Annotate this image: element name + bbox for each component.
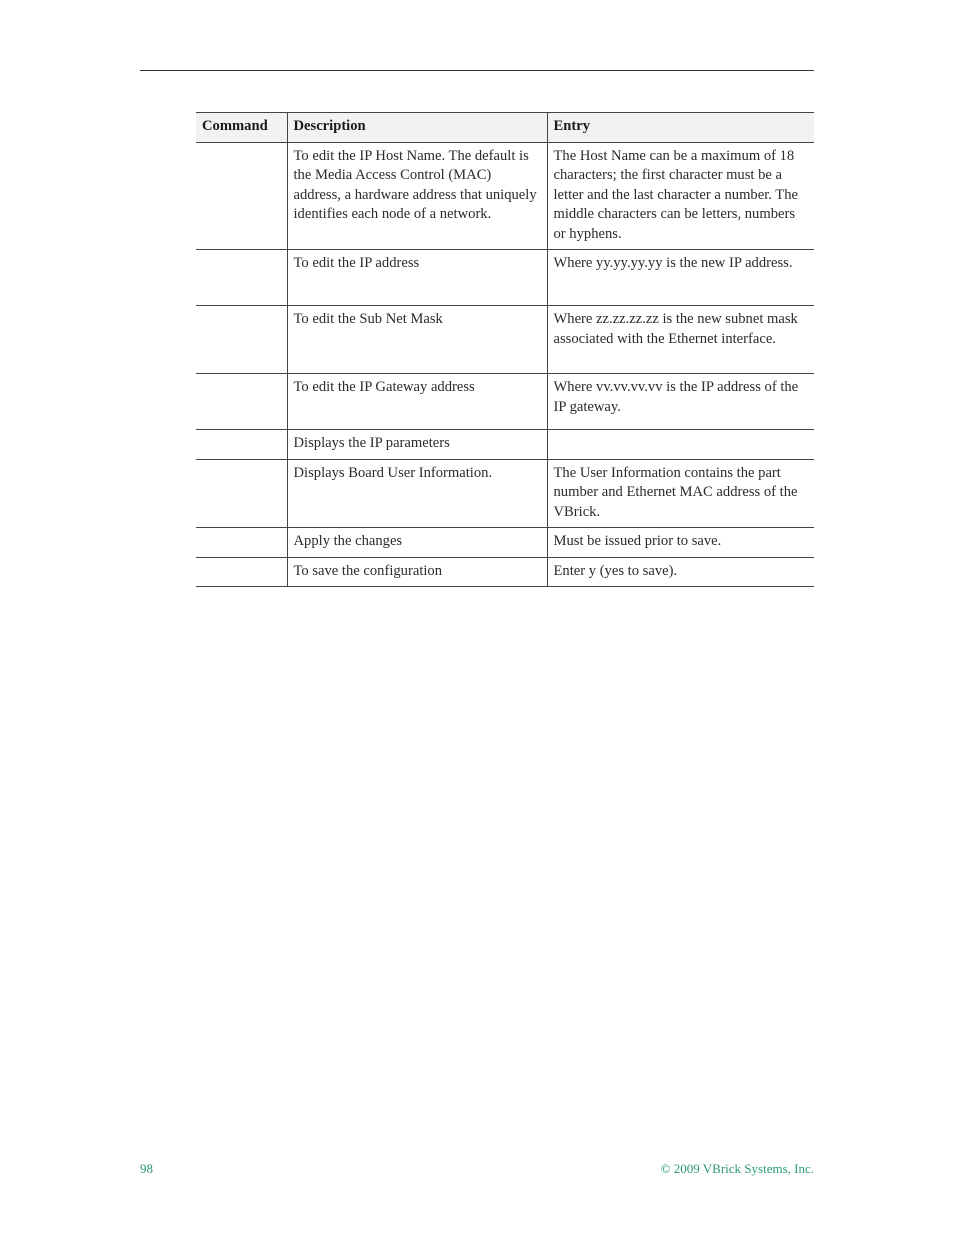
description-cell: To edit the IP Host Name. The default is the Media Access Control (MAC) address, a hardware address that uniquely identifies each node of a network. <box>287 142 547 250</box>
description-cell: To save the configuration <box>287 557 547 587</box>
entry-cell: The User Information contains the part number and Ethernet MAC address of the VBrick. <box>547 459 814 528</box>
table-header-row <box>196 113 814 143</box>
entry-cell: The Host Name can be a maximum of 18 characters; the first character must be a letter and the last character a number. The middle characters can be letters, numbers or hyphens. <box>547 142 814 250</box>
command-cell <box>196 142 287 250</box>
description-cell: Displays Board User Information. <box>287 459 547 528</box>
description-cell: Displays the IP parameters <box>287 430 547 460</box>
entry-cell: Where vv.vv.vv.vv is the IP address of the IP gateway. <box>547 374 814 430</box>
copyright-notice: © 2009 VBrick Systems, Inc. <box>660 1161 814 1176</box>
command-cell <box>196 250 287 306</box>
table-row <box>196 430 814 460</box>
description-cell: To edit the Sub Net Mask <box>287 306 547 374</box>
page-number: 98 <box>140 1161 153 1176</box>
column-header-command: Command <box>196 113 287 143</box>
entry-cell: Must be issued prior to save. <box>547 528 814 558</box>
entry-cell: Where yy.yy.yy.yy is the new IP address. <box>547 250 814 306</box>
description-cell: To edit the IP Gateway address <box>287 374 547 430</box>
table-row <box>196 528 814 558</box>
description-cell: Apply the changes <box>287 528 547 558</box>
command-cell <box>196 557 287 587</box>
table-row <box>196 250 814 306</box>
column-header-entry: Entry <box>547 113 814 143</box>
description-cell: To edit the IP address <box>287 250 547 306</box>
table-row <box>196 374 814 430</box>
table-row <box>196 459 814 528</box>
column-header-description: Description <box>287 113 547 143</box>
table-row <box>196 306 814 374</box>
command-cell <box>196 459 287 528</box>
command-table <box>196 112 814 587</box>
command-cell <box>196 528 287 558</box>
entry-cell <box>547 430 814 460</box>
entry-cell: Enter y (yes to save). <box>547 557 814 587</box>
command-cell <box>196 430 287 460</box>
command-cell <box>196 306 287 374</box>
header-rule <box>140 70 814 71</box>
command-cell <box>196 374 287 430</box>
table-row <box>196 142 814 250</box>
entry-cell: Where zz.zz.zz.zz is the new subnet mask associated with the Ethernet interface. <box>547 306 814 374</box>
table-row <box>196 557 814 587</box>
